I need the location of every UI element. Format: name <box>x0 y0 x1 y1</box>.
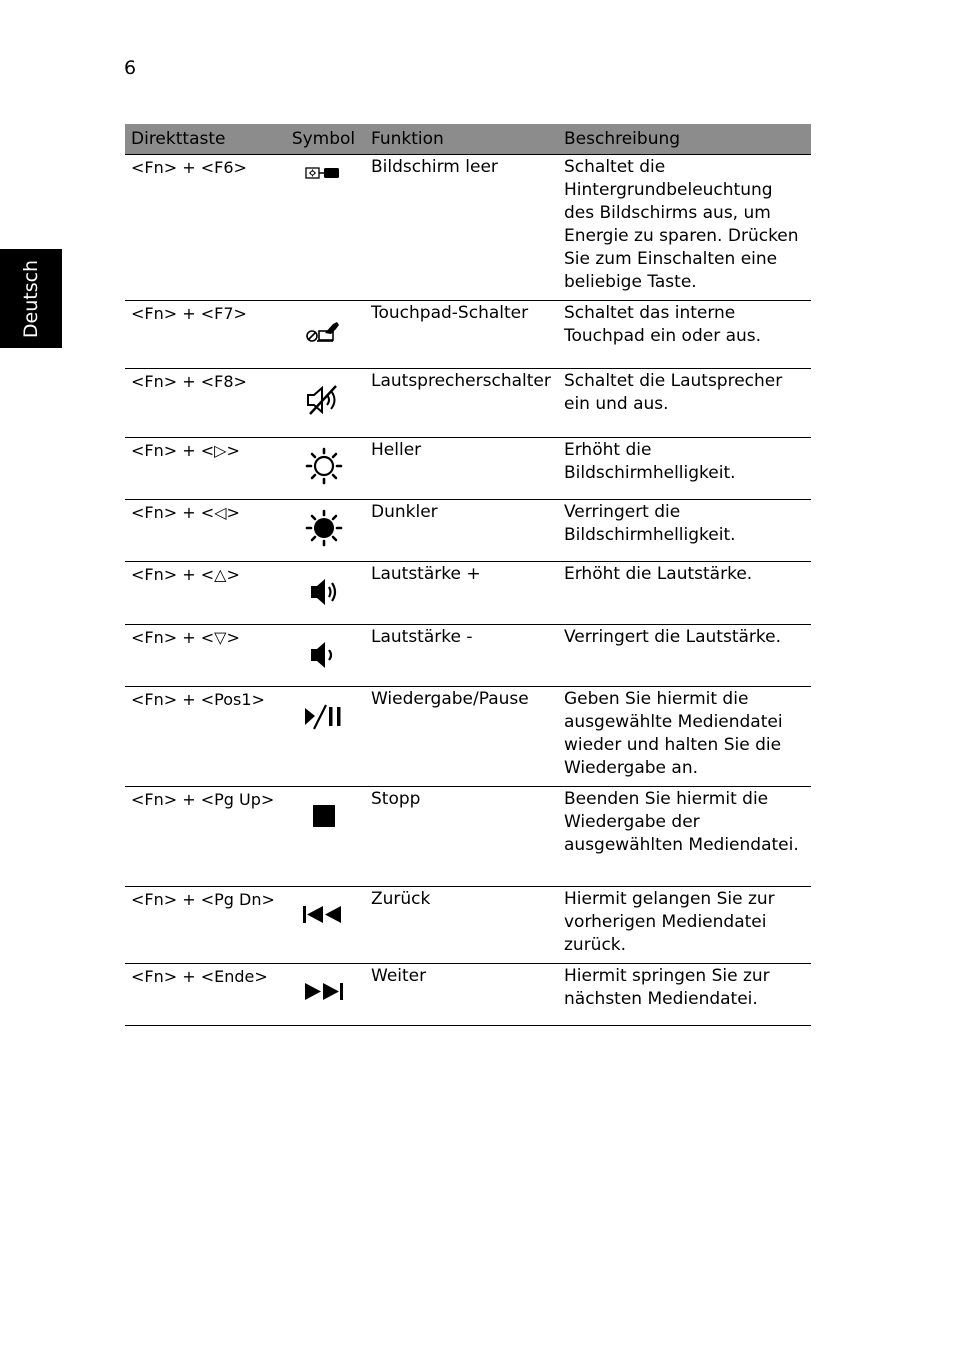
hotkey-cell: <Fn> + <F8> <box>125 369 282 438</box>
description-cell: Schaltet das interne Touchpad ein oder aus. <box>558 301 811 369</box>
header-key: Direkttaste <box>125 124 282 155</box>
hotkey-cell: <Fn> + <F6> <box>125 155 282 301</box>
table-row <box>125 155 811 301</box>
hotkey-cell: <Fn> + <Pg Dn> <box>125 887 282 964</box>
function-cell: Lautsprecherschalter <box>365 369 558 438</box>
table-row <box>125 500 811 562</box>
description-cell: Geben Sie hiermit die ausgewählte Mediendatei wieder und halten Sie die Wiedergabe an. <box>558 687 811 787</box>
header-symbol: Symbol <box>282 124 365 155</box>
function-cell: Dunkler <box>365 500 558 562</box>
description-cell: Verringert die Bildschirmhelligkeit. <box>558 500 811 562</box>
table-row <box>125 369 811 438</box>
function-cell: Touchpad-Schalter <box>365 301 558 369</box>
header-description: Beschreibung <box>558 124 811 155</box>
table-row <box>125 787 811 887</box>
table-row <box>125 687 811 787</box>
volume-down-icon <box>304 637 344 673</box>
hotkey-cell: <Fn> + <◁> <box>125 500 282 562</box>
description-cell: Beenden Sie hiermit die Wiedergabe der ausgewählten Mediendatei. <box>558 787 811 887</box>
function-cell: Zurück <box>365 887 558 964</box>
play-pause-icon <box>302 703 346 731</box>
hotkey-cell: <Fn> + <▽> <box>125 625 282 687</box>
table-row <box>125 438 811 500</box>
side-tab-label: Deutsch <box>20 259 42 338</box>
next-track-icon <box>301 980 347 1004</box>
function-cell: Heller <box>365 438 558 500</box>
description-cell: Hiermit springen Sie zur nächsten Mediendatei. <box>558 964 811 1026</box>
volume-up-icon <box>304 574 344 610</box>
function-cell: Weiter <box>365 964 558 1026</box>
header-function: Funktion <box>365 124 558 155</box>
description-cell: Erhöht die Lautstärke. <box>558 562 811 625</box>
function-cell: Stopp <box>365 787 558 887</box>
function-cell: Lautstärke + <box>365 562 558 625</box>
speaker-mute-icon <box>304 383 344 417</box>
hotkey-table <box>125 124 811 1026</box>
table-row <box>125 562 811 625</box>
function-cell: Bildschirm leer <box>365 155 558 301</box>
hotkey-cell: <Fn> + <Ende> <box>125 964 282 1026</box>
description-cell: Verringert die Lautstärke. <box>558 625 811 687</box>
function-cell: Wiedergabe/Pause <box>365 687 558 787</box>
previous-track-icon <box>301 903 347 927</box>
brightness-down-icon <box>304 508 344 548</box>
table-header-row <box>125 124 811 155</box>
description-cell: Schaltet die Lautsprecher ein und aus. <box>558 369 811 438</box>
table-row <box>125 964 811 1026</box>
touchpad-toggle-icon <box>304 319 344 345</box>
table-row <box>125 887 811 964</box>
table-row <box>125 625 811 687</box>
hotkey-cell: <Fn> + <Pg Up> <box>125 787 282 887</box>
description-cell: Hiermit gelangen Sie zur vorherigen Mediendatei zurück. <box>558 887 811 964</box>
stop-icon <box>304 803 344 831</box>
function-cell: Lautstärke - <box>365 625 558 687</box>
display-off-icon <box>304 164 344 188</box>
page-number: 6 <box>124 57 137 79</box>
hotkey-cell: <Fn> + <▷> <box>125 438 282 500</box>
hotkey-cell: <Fn> + <△> <box>125 562 282 625</box>
description-cell: Schaltet die Hintergrundbeleuchtung des Bildschirms aus, um Energie zu sparen. Drücken Sie zum Einschalten eine beliebige Taste. <box>558 155 811 301</box>
language-side-tab <box>0 249 62 348</box>
table-row <box>125 301 811 369</box>
hotkey-cell: <Fn> + <Pos1> <box>125 687 282 787</box>
description-cell: Erhöht die Bildschirmhelligkeit. <box>558 438 811 500</box>
hotkey-cell: <Fn> + <F7> <box>125 301 282 369</box>
brightness-up-icon <box>304 446 344 486</box>
